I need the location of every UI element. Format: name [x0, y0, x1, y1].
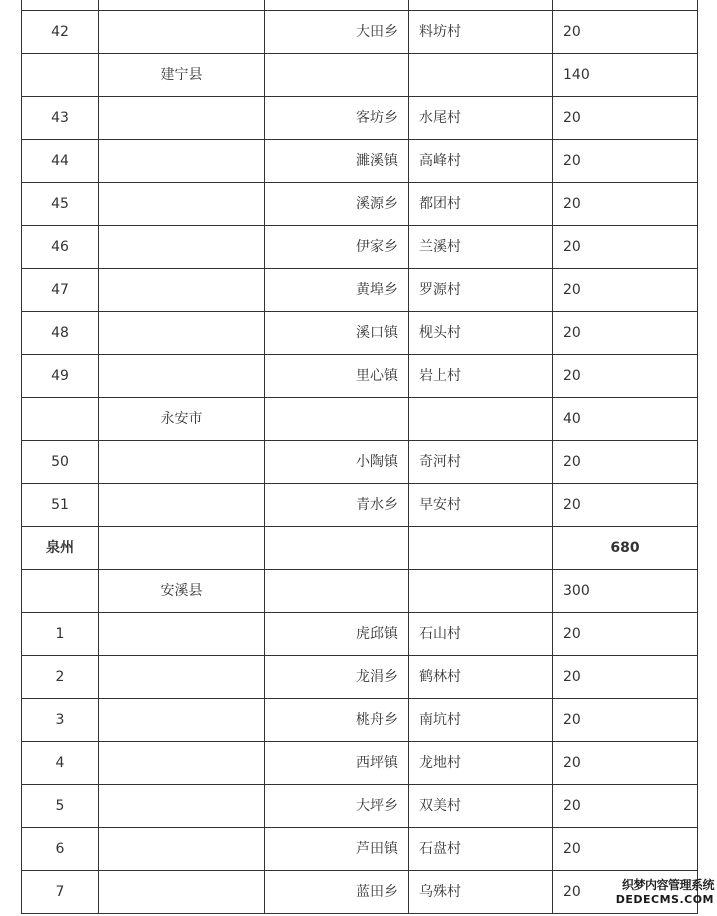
village-cell — [409, 527, 553, 570]
county-cell — [99, 656, 265, 699]
town-cell: 蓝田乡 — [265, 871, 409, 914]
village-cell: 乌殊村 — [409, 871, 553, 914]
village-cell: 料坊村 — [409, 11, 553, 54]
table-row-partial — [22, 0, 698, 11]
county-subtotal-row — [22, 570, 698, 613]
table-row — [22, 742, 698, 785]
quota-cell: 20 — [553, 226, 698, 269]
town-cell: 濉溪镇 — [265, 140, 409, 183]
town-cell: 西坪镇 — [265, 742, 409, 785]
town-cell: 虎邱镇 — [265, 613, 409, 656]
row-number: 3 — [22, 699, 99, 742]
row-number: 50 — [22, 441, 99, 484]
quota-cell: 20 — [553, 355, 698, 398]
town-cell — [265, 398, 409, 441]
quota-cell: 20 — [553, 613, 698, 656]
row-number: 1 — [22, 613, 99, 656]
row-number: 45 — [22, 183, 99, 226]
county-cell: 建宁县 — [99, 54, 265, 97]
quota-cell: 20 — [553, 312, 698, 355]
row-number — [22, 570, 99, 613]
row-number: 44 — [22, 140, 99, 183]
quota-cell: 20 — [553, 183, 698, 226]
row-number: 51 — [22, 484, 99, 527]
village-cell: 枧头村 — [409, 312, 553, 355]
village-cell: 高峰村 — [409, 140, 553, 183]
county-cell — [99, 355, 265, 398]
village-cell: 双美村 — [409, 785, 553, 828]
county-cell — [99, 441, 265, 484]
county-cell — [99, 484, 265, 527]
table-row — [22, 226, 698, 269]
quota-cell: 20 — [553, 269, 698, 312]
watermark-domain: DEDECMS.COM — [615, 893, 714, 906]
table-row — [22, 785, 698, 828]
town-cell: 里心镇 — [265, 355, 409, 398]
table-row — [22, 11, 698, 54]
row-number: 42 — [22, 11, 99, 54]
quota-cell: 20 — [553, 97, 698, 140]
county-cell — [99, 742, 265, 785]
county-cell: 安溪县 — [99, 570, 265, 613]
city-name: 泉州 — [22, 527, 99, 570]
table-row — [22, 312, 698, 355]
county-cell — [99, 269, 265, 312]
row-number: 5 — [22, 785, 99, 828]
village-cell: 兰溪村 — [409, 226, 553, 269]
table-row — [22, 441, 698, 484]
table-row — [22, 97, 698, 140]
village-cell — [409, 398, 553, 441]
village-cell: 奇河村 — [409, 441, 553, 484]
village-cell: 石盘村 — [409, 828, 553, 871]
allocation-table — [21, 0, 698, 914]
county-cell — [99, 312, 265, 355]
table-row — [22, 183, 698, 226]
row-number: 49 — [22, 355, 99, 398]
quota-cell: 40 — [553, 398, 698, 441]
village-cell: 早安村 — [409, 484, 553, 527]
row-number: 7 — [22, 871, 99, 914]
table-row — [22, 699, 698, 742]
row-number — [22, 54, 99, 97]
town-cell: 芦田镇 — [265, 828, 409, 871]
town-cell: 龙涓乡 — [265, 656, 409, 699]
town-cell: 桃舟乡 — [265, 699, 409, 742]
county-cell — [99, 183, 265, 226]
county-cell: 永安市 — [99, 398, 265, 441]
quota-cell: 20 — [553, 828, 698, 871]
county-cell — [99, 226, 265, 269]
row-number: 48 — [22, 312, 99, 355]
table-row — [22, 871, 698, 914]
city-total-row — [22, 527, 698, 570]
town-cell: 客坊乡 — [265, 97, 409, 140]
quota-cell: 20 — [553, 11, 698, 54]
town-cell — [265, 54, 409, 97]
town-cell: 大坪乡 — [265, 785, 409, 828]
quota-cell: 20 — [553, 484, 698, 527]
village-cell: 都团村 — [409, 183, 553, 226]
county-cell — [99, 828, 265, 871]
row-number: 6 — [22, 828, 99, 871]
town-cell: 青水乡 — [265, 484, 409, 527]
table-row — [22, 656, 698, 699]
town-cell: 小陶镇 — [265, 441, 409, 484]
county-cell — [99, 699, 265, 742]
county-cell — [99, 97, 265, 140]
quota-cell: 140 — [553, 54, 698, 97]
table-row — [22, 828, 698, 871]
county-cell — [99, 785, 265, 828]
county-subtotal-row — [22, 398, 698, 441]
town-cell — [265, 570, 409, 613]
quota-cell: 20 — [553, 699, 698, 742]
village-cell: 罗源村 — [409, 269, 553, 312]
village-cell — [409, 54, 553, 97]
row-number: 43 — [22, 97, 99, 140]
table-row — [22, 355, 698, 398]
quota-cell: 20 — [553, 742, 698, 785]
village-cell: 岩上村 — [409, 355, 553, 398]
village-cell: 南坑村 — [409, 699, 553, 742]
table-row — [22, 613, 698, 656]
county-cell — [99, 613, 265, 656]
village-cell: 水尾村 — [409, 97, 553, 140]
row-number: 4 — [22, 742, 99, 785]
watermark-title: 织梦内容管理系统 — [621, 878, 714, 892]
quota-cell: 20 — [553, 140, 698, 183]
quota-cell: 20 — [553, 656, 698, 699]
row-number — [22, 398, 99, 441]
county-cell — [99, 527, 265, 570]
village-cell: 龙地村 — [409, 742, 553, 785]
village-cell: 石山村 — [409, 613, 553, 656]
table-row — [22, 140, 698, 183]
quota-cell: 300 — [553, 570, 698, 613]
watermark-logo — [604, 878, 714, 912]
quota-cell: 20 — [553, 441, 698, 484]
town-cell — [265, 527, 409, 570]
county-subtotal-row — [22, 54, 698, 97]
row-number: 46 — [22, 226, 99, 269]
quota-cell: 20 — [553, 871, 698, 914]
town-cell: 溪口镇 — [265, 312, 409, 355]
city-total-quota: 680 — [553, 527, 698, 570]
table-row — [22, 269, 698, 312]
village-cell — [409, 570, 553, 613]
village-cell: 鹤林村 — [409, 656, 553, 699]
county-cell — [99, 871, 265, 914]
quota-cell: 20 — [553, 785, 698, 828]
town-cell: 黄埠乡 — [265, 269, 409, 312]
town-cell: 大田乡 — [265, 11, 409, 54]
county-cell — [99, 11, 265, 54]
row-number: 2 — [22, 656, 99, 699]
town-cell: 伊家乡 — [265, 226, 409, 269]
table-row — [22, 484, 698, 527]
county-cell — [99, 140, 265, 183]
row-number: 47 — [22, 269, 99, 312]
town-cell: 溪源乡 — [265, 183, 409, 226]
